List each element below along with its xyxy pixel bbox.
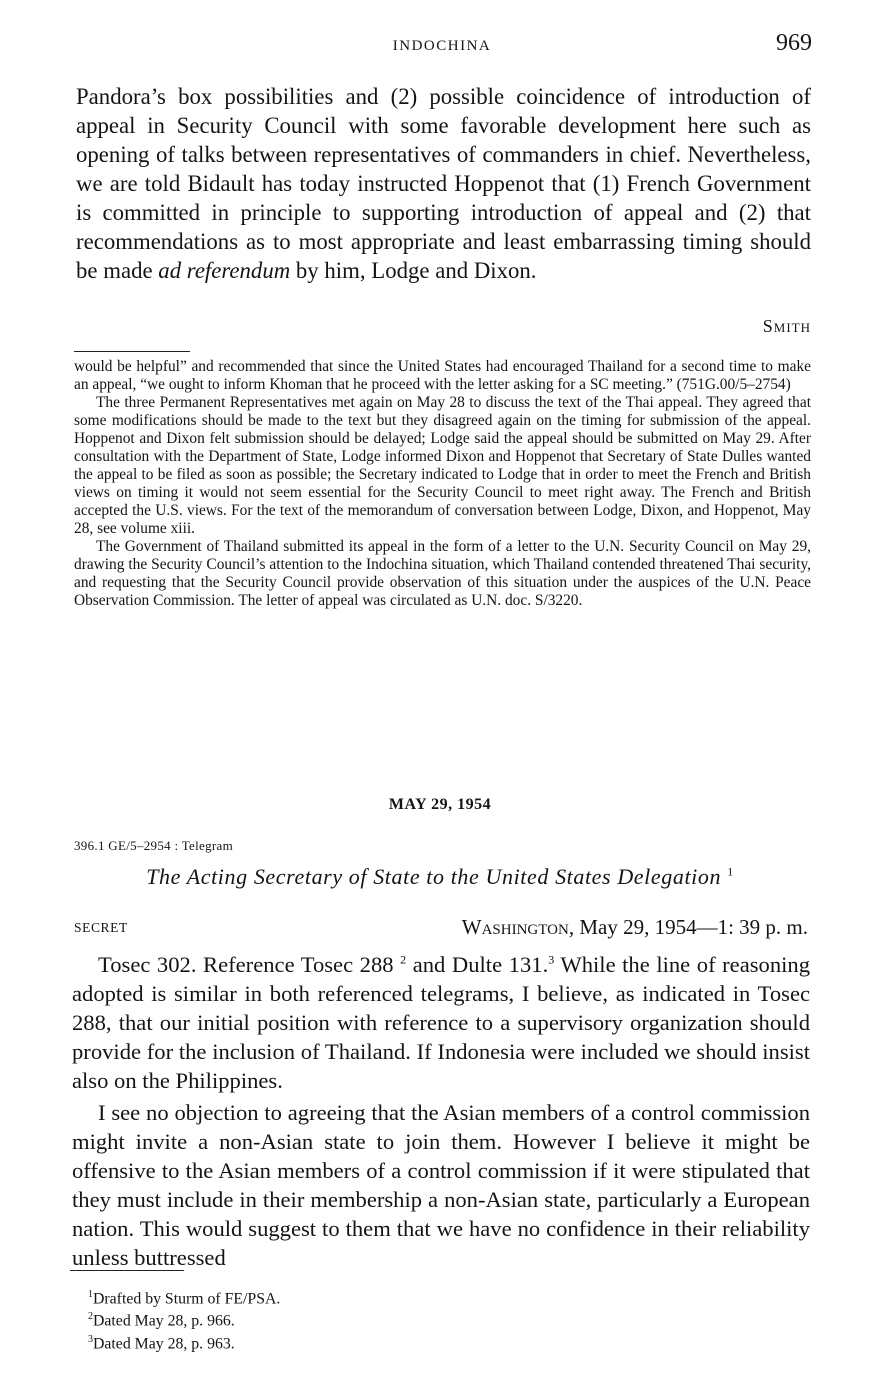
continued-text: Pandora’s box possibilities and (2) possible coincidence of introduction of appeal in Security Council with some favorable development here such as opening of talks between representatives of commanders in chief. Nevertheless, we are told Bidault has today instructed Hoppenot that (1) French Government is committed in principle to supporting introduction of appeal and (2) that recommendations as to most appropriate and least embarrassing timing should be made: [76, 84, 811, 283]
footnote-marker: 2: [400, 952, 407, 967]
dateline-time: May 29, 1954—1: 39 p. m.: [579, 915, 808, 939]
document-title: [0, 864, 880, 890]
footnote-text: Dated May 28, p. 963.: [93, 1334, 235, 1352]
running-head: INDOCHINA: [392, 38, 492, 54]
telegram-paragraph: I see no objection to agreeing that the Asian members of a control commission might invite a non-Asian state to join them. However I believe it might be offensive to the Asian members of a control commission if it were stipulated that they must include in their membership a non-Asian state, particularly a European nation. This would suggest to them that we have no confidence in their reliability unless buttressed: [72, 1100, 810, 1270]
document-title-text: The Acting Secretary of State to the United States Delegation: [146, 864, 722, 889]
telegram-paragraph: [72, 950, 810, 1095]
footnote: [88, 1331, 280, 1353]
continued-text-end: by him, Lodge and Dixon.: [295, 258, 537, 283]
dateline-place: Washington,: [461, 915, 575, 939]
footnote-text: Drafted by Sturm of FE/PSA.: [93, 1290, 281, 1308]
footnote-paragraph: The Government of Thailand submitted its appeal in the form of a letter to the U.N. Security Council on May 29, drawing the Security Council’s attention to the Indochina situation, which Thailand contended threatened Thai security, and requesting that the Security Council provide observation of this situation under the auspices of the U.N. Peace Observation Commission. The letter of appeal was circulated as U.N. doc. S/3220.: [74, 538, 811, 609]
page-number: 969: [776, 30, 812, 56]
footnote-text: Dated May 28, p. 966.: [93, 1312, 235, 1330]
classification-label: SECRET: [74, 920, 128, 935]
footnote-divider: [70, 1270, 184, 1271]
footnote-marker: 3: [548, 952, 555, 967]
footnote-marker: 1: [727, 864, 734, 879]
italic-phrase: ad referendum: [158, 258, 291, 283]
telegram-text: and Dulte 131.: [412, 952, 549, 977]
footnote-mark: 1: [88, 1289, 93, 1300]
footnote-paragraph: The three Permanent Representatives met again on May 28 to discuss the text of the Thai appeal. They agreed that some modifications should be made to the text but they disagreed again on the timing for submission of the appeal. Hoppenot and Dixon felt submission should be delayed; Lodge said the appeal should be submitted on May 29. After consultation with the Department of State, Lodge informed Dixon and Hoppenot that Secretary of State Dulles wanted the appeal to be filed as soon as possible; the Secretary indicated to Lodge that in order to meet the French and British views on timing it would not seem essential for the Security Council to meet right away. The French and British accepted the U.S. views. For the text of the memorandum of conversation between Lodge, Dixon, and Hoppenot, May 28, see volume xiii.: [74, 394, 811, 537]
footnote-continuation: [74, 358, 811, 610]
footnote-paragraph: would be helpful” and recommended that since the United States had encouraged Thailand for a second time to make an appeal, “we ought to inform Khoman that he proceed with the letter asking for a SC meeting.” (751G.00/5–2754): [74, 358, 811, 393]
telegram-text: Tosec 302. Reference Tosec 288: [98, 952, 394, 977]
footnote: [88, 1286, 280, 1308]
telegram-body: [72, 950, 810, 1272]
file-reference: 396.1 GE/5–2954 : Telegram: [74, 838, 234, 853]
signature: Smith: [762, 316, 811, 336]
footnote: [88, 1308, 280, 1330]
footnote-mark: 3: [88, 1333, 93, 1345]
telegram-text: While the line of reasoning adopted is similar in both referenced telegrams, I believe, as indicated in Tosec 288, that our initial position with reference to a supervisory organization should provide for the inclusion of Thailand. If Indonesia were included we should insist also on the Philippines.: [72, 952, 810, 1093]
footnote-mark: 2: [88, 1311, 93, 1323]
footnote-divider: [74, 351, 190, 352]
page-header: [72, 30, 812, 64]
footnotes: [88, 1286, 280, 1353]
continued-paragraph: [76, 82, 811, 285]
continued-telegram-text: [76, 82, 811, 285]
dateline: [462, 915, 808, 940]
date-heading: MAY 29, 1954: [388, 796, 492, 813]
